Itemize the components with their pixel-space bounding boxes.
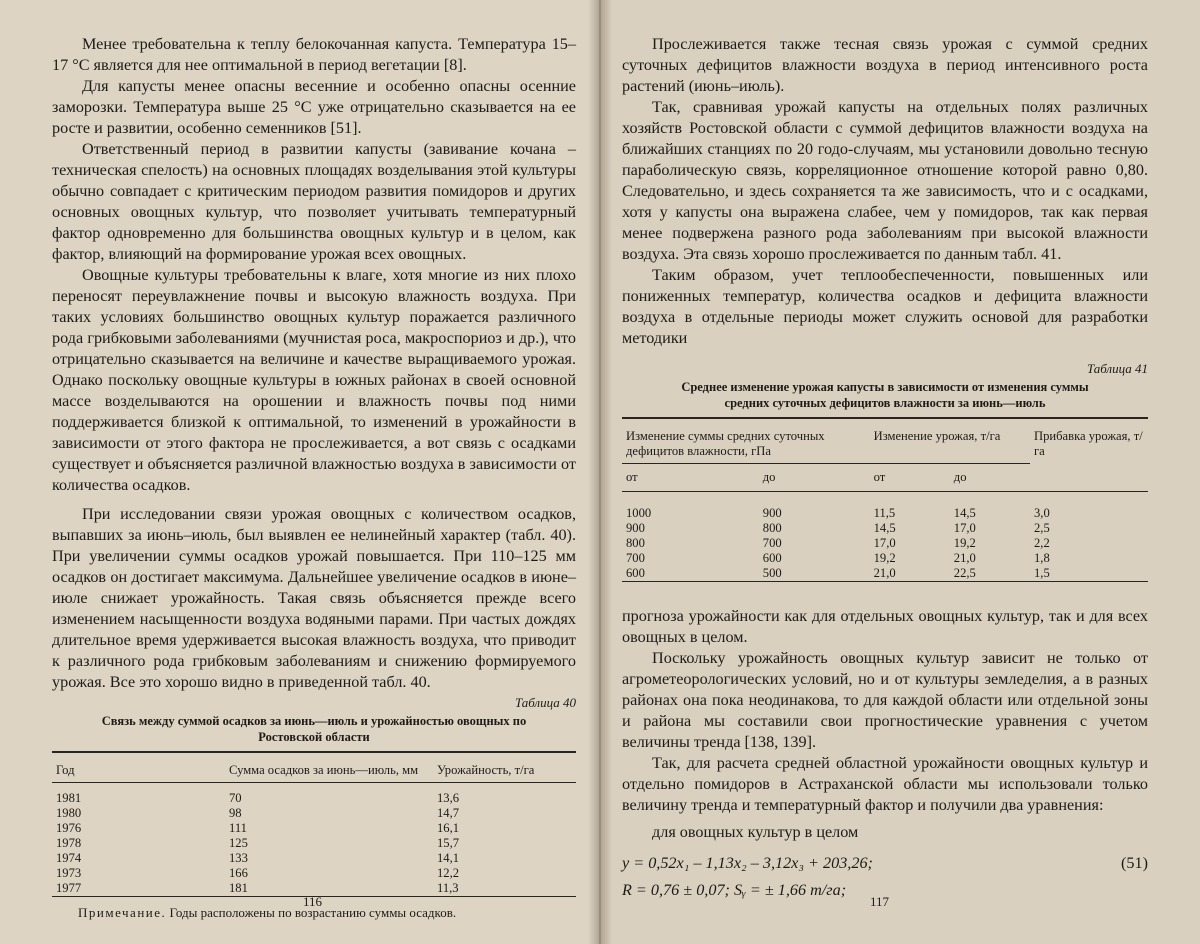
table-header: Изменение урожая, т/га: [873, 429, 1001, 443]
table-caption: Таблица 40: [514, 695, 576, 710]
paragraph: для овощных культур в целом: [652, 823, 859, 841]
table-header: Сумма осадков за июнь—июль, мм: [229, 763, 419, 777]
paragraph: Для капусты менее опасны весенние и особенно опасны осенние заморозки. Температура выше 25 °С уже отрицательно сказывается на ее росте и развитии, особенно семенников [51].: [52, 77, 576, 137]
table-row: 600 500 21,0 22,5 1,5: [626, 566, 1050, 580]
formula-51: [622, 853, 1148, 874]
right-page: [598, 0, 1200, 944]
subheader-to: до: [953, 470, 967, 484]
table-row: 1000 900 11,5 14,5 3,0: [626, 506, 1050, 520]
table-row: 900 800 14,5 17,0 2,5: [626, 521, 1050, 535]
paragraph: прогноза урожайности как для отдельных овощных культур, так и для всех овощных в целом.: [622, 607, 1148, 646]
table-row: 1976 111 16,1: [56, 821, 460, 835]
table-row: 700 600 19,2 21,0 1,8: [626, 551, 1050, 565]
table-header: Прибавка урожая, т/га: [1034, 429, 1143, 458]
subheader-from: от: [873, 470, 886, 484]
table-row: 1978 125 15,7: [56, 836, 460, 850]
formula-text: R = 0,76 ± 0,07; Sᵧ = ± 1,66 т/га;: [622, 881, 847, 899]
table-caption: Таблица 41: [1086, 361, 1148, 376]
table-40: [52, 751, 576, 899]
paragraph: При исследовании связи урожая овощных с количеством осадков, выпавших за июнь–июль, был выявлен ее нелинейный характер (табл. 40). При увеличении суммы осадков урожай повышается. При 110–125 мм осадков он достигает максимума. Дальнейшее увеличение осадков в июне–июле снижает урожайность. Такая связь объясняется прежде всего изменением насыщенности воздуха водяными парами. При частых дождях длительное время удерживается высокая влажность воздуха, что приводит к различного рода грибковым заболеваниям и снижению формируемого урожая. Все это хорошо видно в приведенной табл. 40.: [52, 505, 576, 691]
subheader-from: от: [626, 470, 638, 484]
left-page: [0, 0, 598, 944]
paragraph: Овощные культуры требовательны к влаге, хотя многие из них плохо переносят переувлажнение почвы и высокую влажность воздуха. При таких условиях большинство овощных культур поражается различного рода грибковыми заболеваниями (мучнистая роса, макроспориоз и др.), что отрицательно сказывается на величине и качестве выращиваемого урожая. Однако поскольку овощные культуры в южных районах в своей основной массе возделываются на орошении и влажность почвы под ними поддерживается близкой к оптимальной, то изменений в урожайности в зависимости от этого фактора не прослеживается, а вот связь с осадками существует и объясняется различной влажностью воздуха в зависимости от количества осадков.: [52, 266, 576, 494]
table-row: 1974 133 14,1: [56, 851, 460, 865]
table-41: [622, 417, 1148, 584]
paragraph: Ответственный период в развитии капусты (завивание кочана – техническая спелость) на основных площадях возделывания этой культуры обычно совпадает с критическим периодом развития помидоров и других основных овощных культур, что позволяет учитывать температурный фактор одновременно для большинства овощных культур и в целом, как фактор, влияющий на формирование урожая всех овощных.: [52, 140, 576, 263]
equation-number: (51): [1121, 854, 1148, 872]
paragraph: Таким образом, учет теплообеспеченности, повышенных или пониженных температур, количества осадков и дефицита влажности воздуха в отдельные периоды может служить основой для разработки методики: [622, 266, 1148, 347]
table-row: 1980 98 14,7: [56, 806, 460, 820]
table-row: 1981 70 13,6: [56, 791, 460, 805]
table-row: 1977 181 11,3: [56, 881, 459, 895]
table-header: Урожайность, т/га: [437, 763, 535, 777]
table-title: Среднее изменение урожая капусты в зависимости от изменения суммы средних суточных дефицитов влажности за июнь—июль: [681, 380, 1089, 410]
note-text: Годы расположены по возрастанию суммы осадков.: [169, 905, 457, 920]
subheader-to: до: [762, 470, 776, 484]
paragraph: Так, для расчета средней областной урожайности овощных культур и отдельно помидоров в Астраханской области мы использовали только величину тренда и температурный фактор и получили два уравнения:: [622, 754, 1148, 814]
paragraph: Так, сравнивая урожай капусты на отдельных полях различных хозяйств Ростовской области с суммой дефицитов влажности воздуха на ближайших станциях по 20 годо-случаям, мы установили довольно тесную параболическую связь, корреляционное отношение которой равно 0,80. Следовательно, и здесь сохраняется та же зависимость, что и с осадками, хотя у капусты она выражена слабее, чем у помидоров, так как первая менее подвержена разного рода заболеваниям при высокой влажности воздуха. Эта связь хорошо прослеживается по данным табл. 41.: [622, 98, 1148, 263]
paragraph: Менее требовательна к теплу белокочанная капуста. Температура 15–17 °С является для нее оптимальной в период вегетации [8].: [52, 35, 576, 74]
paragraph: Прослеживается также тесная связь урожая с суммой средних суточных дефицитов влажности воздуха в период интенсивного роста растений (июнь–июль).: [622, 35, 1148, 95]
table-row: 800 700 17,0 19,2 2,2: [626, 536, 1050, 550]
formula-text: y = 0,52x₁ – 1,13x₂ – 3,12x₃ + 203,26;: [622, 854, 873, 872]
table-header: Изменение суммы средних суточных дефицитов влажности, гПа: [626, 429, 825, 458]
note-label: Примечание.: [78, 905, 167, 920]
table-title: Связь между суммой осадков за июнь—июль и урожайностью овощных по Ростовской области: [101, 714, 527, 744]
page-number: 116: [303, 894, 323, 909]
paragraph: Поскольку урожайность овощных культур зависит не только от агрометеорологических условий, но и от культуры земледелия, а в разных районах она пока неодинакова, то для каждой области или отдельной зоны и района мы составили свои прогностические уравнения с учетом величины тренда [138, 139].: [622, 649, 1148, 751]
table-header: Год: [56, 763, 75, 777]
table-row: 1973 166 12,2: [56, 866, 460, 880]
page-number: 117: [870, 894, 890, 909]
